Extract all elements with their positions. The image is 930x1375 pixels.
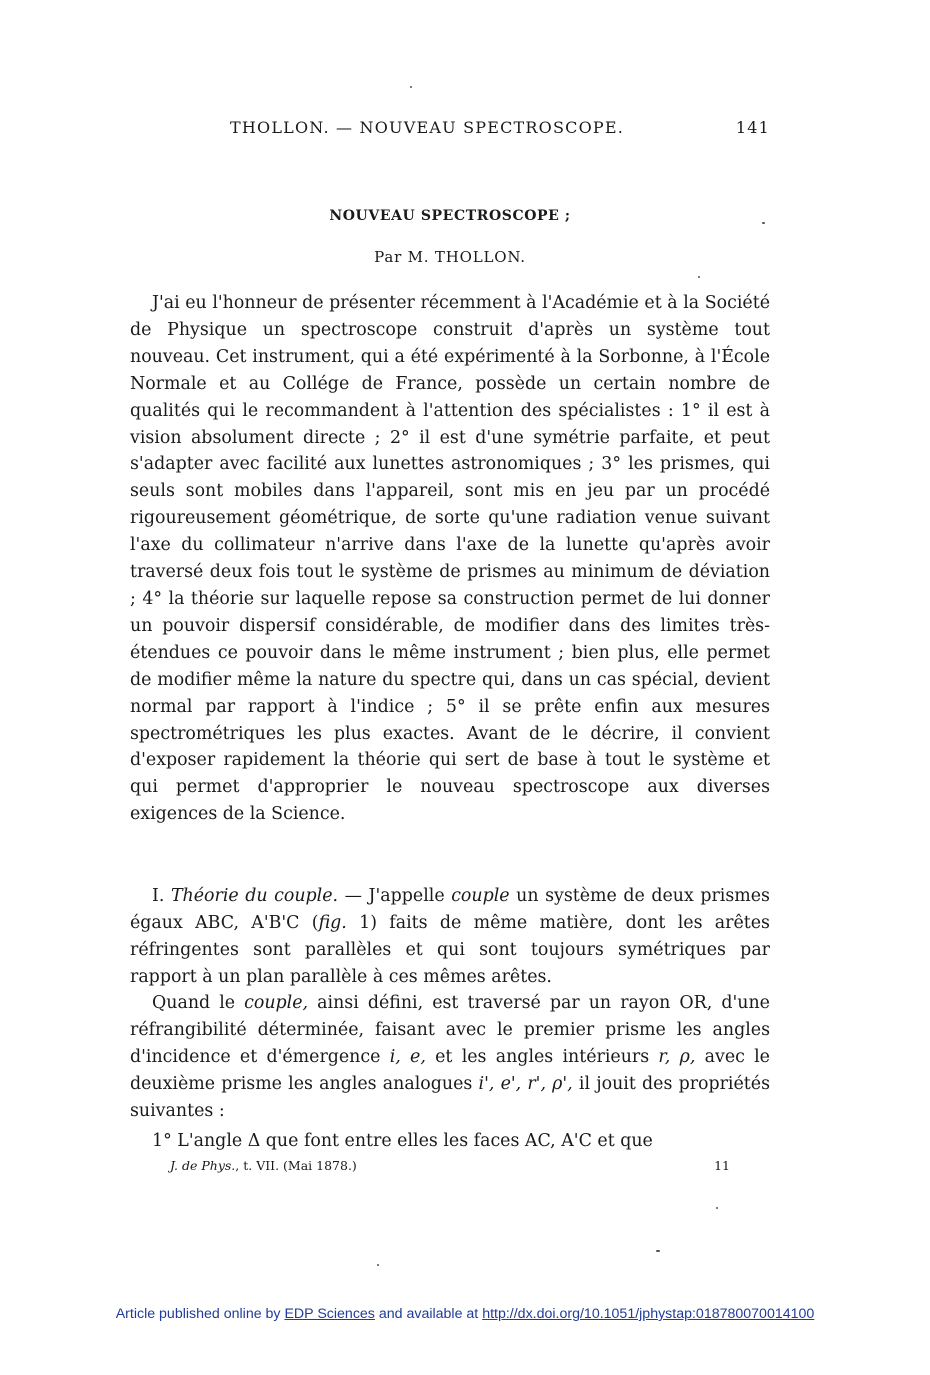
math-symbols: i, e, bbox=[389, 1046, 426, 1067]
paragraph-property-one bbox=[130, 1128, 770, 1155]
page-footer bbox=[170, 1158, 730, 1173]
paragraph-properties bbox=[130, 990, 770, 1125]
publisher-banner bbox=[0, 1306, 930, 1322]
math-symbols: r, ρ, bbox=[658, 1046, 696, 1067]
running-head-title: THOLLON. — NOUVEAU SPECTROSCOPE. bbox=[230, 118, 625, 137]
article-title: NOUVEAU SPECTROSCOPE ; bbox=[329, 208, 571, 224]
math-symbols: i', e', r', ρ', bbox=[478, 1073, 573, 1094]
text-run: il jouit des propriétés suivantes : bbox=[130, 1073, 770, 1121]
publisher-link[interactable]: EDP Sciences bbox=[284, 1306, 375, 1322]
emphasis: couple bbox=[451, 886, 510, 906]
paragraph-text: J'ai eu l'honneur de présenter récemment à l'Académie et à la Société de Physique un spectroscope construit d'après un système tout nouveau. Cet instrument, qui a été expérimenté à la Sorbonne, à l'École Normale et au Collége de France, possède un certain nombre de qualités qui le recommandent à l'attention des spécialistes : 1° il est à vision absolument directe ; 2° il est d'une symétrie parfaite, et peut s'adapter avec facilité aux lunettes astronomiques ; 3° les prismes, qui seuls sont mobiles dans l'appareil, sont mis en jeu par un procédé rigoureusement géométrique, de sorte qu'une radiation venue suivant l'axe du collimateur n'arrive dans l'axe de la lunette qu'après avoir traversé deux fois tout le système de prismes au minimum de déviation ; 4° la théorie sur laquelle repose sa construction permet de lui donner un pouvoir dispersif considérable, de modifier dans des limites très-étendues ce pouvoir dans le même instrument ; bien plus, elle permet de modifier même la nature du spectre qui, dans un cas spécial, devient normal par rapport à l'indice ; 5° il se prête enfin aux mesures spectrométriques les plus exactes. Avant de le décrire, il convient d'exposer rapidement la théorie qui sert de base à tout le système et qui permet d'approprier le nouveau spectroscope aux diverses exigences de la Science. bbox=[130, 293, 770, 825]
banner-prefix: Article published online by bbox=[115, 1306, 285, 1322]
scan-speck bbox=[762, 222, 765, 224]
paragraph-introduction bbox=[130, 290, 770, 828]
signature-mark: 11 bbox=[714, 1158, 730, 1173]
text-run: un système de deux prismes égaux ABC, A'B'C ( bbox=[130, 886, 770, 933]
journal-name: J. de Phys. bbox=[170, 1158, 236, 1173]
paragraph-text: 1° L'angle Δ que font entre elles les faces AC, A'C et que bbox=[152, 1131, 653, 1151]
text-run: — J'appelle bbox=[338, 886, 452, 906]
banner-middle: and available at bbox=[374, 1306, 483, 1322]
scan-speck bbox=[410, 86, 412, 88]
paragraph-text bbox=[130, 990, 770, 1125]
scan-speck bbox=[656, 1250, 660, 1252]
text-run: ainsi défini, est traversé par un rayon OR, d'une réfrangibilité déterminée, faisant avec le premier prisme les angles d'incidence et d'émergence bbox=[130, 993, 770, 1067]
section-title: Théorie du couple. bbox=[170, 886, 339, 906]
page-number: 141 bbox=[735, 118, 770, 137]
paragraph-text bbox=[130, 883, 770, 991]
figure-reference: fig. bbox=[318, 912, 347, 933]
scan-speck bbox=[698, 276, 700, 278]
paragraph-theory-of-couple bbox=[130, 883, 770, 991]
article-byline: Par M. THOLLON. bbox=[374, 248, 526, 266]
text-run: avec le deuxième prisme les angles analogues bbox=[130, 1046, 770, 1094]
journal-reference: , t. VII. (Mai 1878.) bbox=[235, 1158, 357, 1173]
emphasis: couple, bbox=[244, 993, 309, 1013]
scan-speck bbox=[716, 1207, 718, 1209]
section-number: I. bbox=[152, 886, 171, 906]
scan-speck bbox=[377, 1264, 379, 1266]
text-run: Quand le bbox=[152, 993, 245, 1013]
text-run: 1) faits de même matière, dont les arêtes réfringentes sont parallèles et qui sont toujours symétriques par rapport à un plan parallèle à ces mêmes arêtes. bbox=[130, 912, 770, 987]
doi-link[interactable]: http://dx.doi.org/10.1051/jphystap:018780070014100 bbox=[482, 1306, 815, 1322]
text-run: et les angles intérieurs bbox=[425, 1046, 659, 1067]
